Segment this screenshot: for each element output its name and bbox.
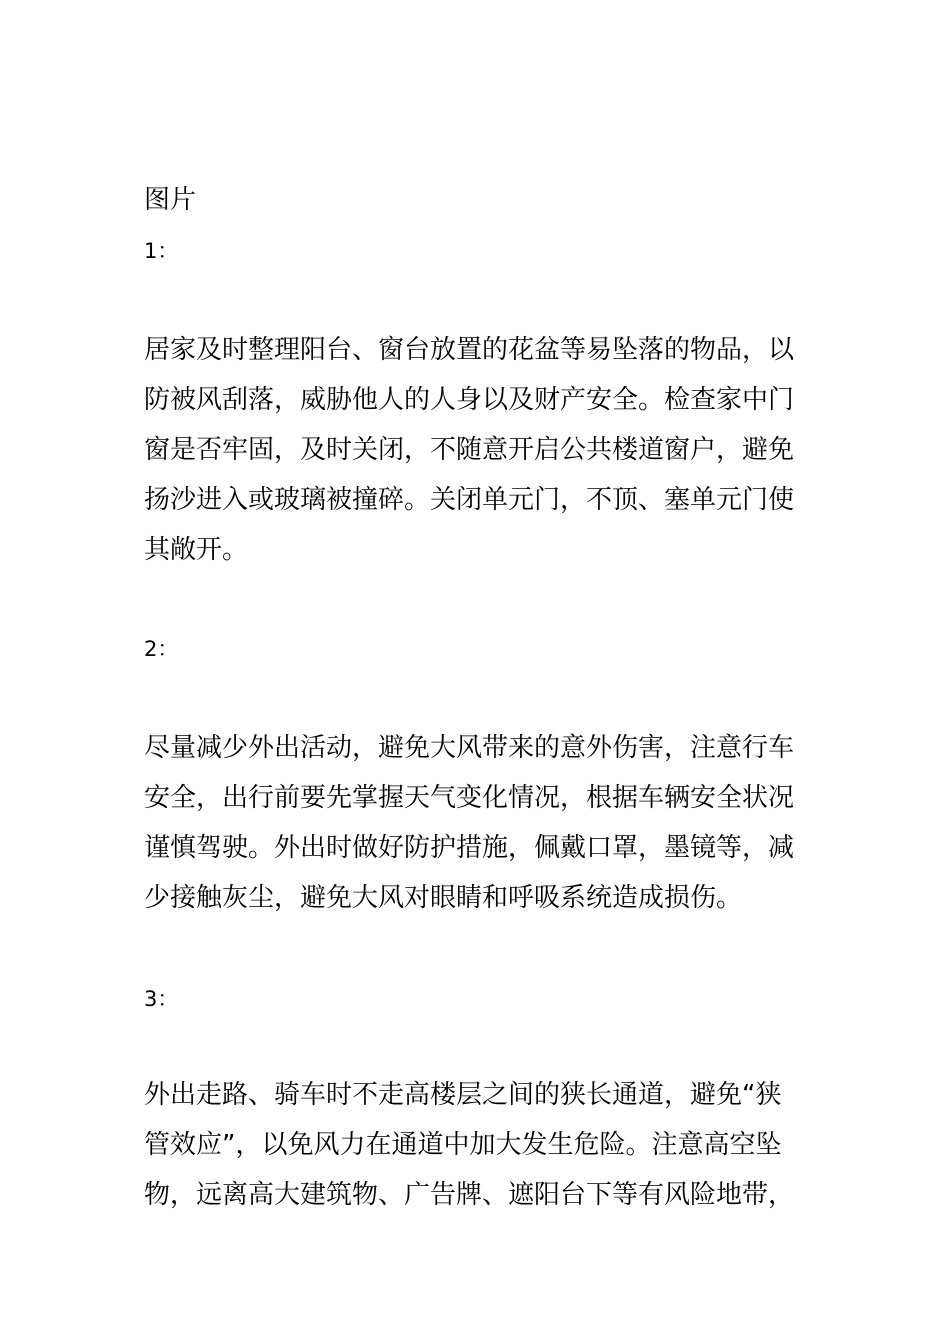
paragraph-line: 防被风刮落，威胁他人的人身以及财产安全。检查家中门 xyxy=(144,385,795,415)
section-number: 1： xyxy=(144,239,179,263)
paragraph-line: 尽量减少外出活动，避免大风带来的意外伤害，注意行车 xyxy=(144,733,795,763)
section-number: 2： xyxy=(144,637,179,661)
section-number: 3： xyxy=(144,987,179,1011)
paragraph-line: 扬沙进入或玻璃被撞碎。关闭单元门，不顶、塞单元门使 xyxy=(144,485,795,515)
paragraph-line: 谨慎驾驶。外出时做好防护措施，佩戴口罩，墨镜等，减 xyxy=(144,833,795,863)
paragraph-line: 外出走路、骑车时不走高楼层之间的狭长通道，避免“狭 xyxy=(144,1080,782,1110)
paragraph-line: 管效应”，以免风力在通道中加大发生危险。注意高空坠 xyxy=(144,1130,782,1160)
paragraph-line: 安全，出行前要先掌握天气变化情况，根据车辆安全状况 xyxy=(144,783,795,813)
paragraph-line: 其敞开。 xyxy=(144,535,249,565)
paragraph-line: 物，远离高大建筑物、广告牌、遮阳台下等有风险地带， xyxy=(144,1180,795,1210)
section-paragraph xyxy=(144,1070,812,1220)
section-paragraph xyxy=(144,723,812,923)
section-paragraph xyxy=(144,325,812,575)
document-heading: 图片 xyxy=(144,185,197,215)
paragraph-line: 窗是否牢固，及时关闭，不随意开启公共楼道窗户，避免 xyxy=(144,435,795,465)
paragraph-line: 居家及时整理阳台、窗台放置的花盆等易坠落的物品，以 xyxy=(144,335,795,365)
paragraph-line: 少接触灰尘，避免大风对眼睛和呼吸系统造成损伤。 xyxy=(144,883,743,913)
